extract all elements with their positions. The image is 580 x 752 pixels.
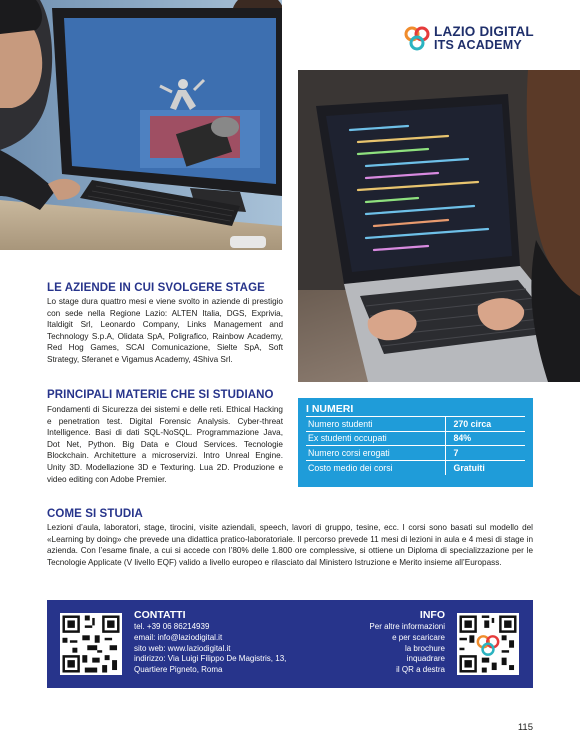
materie-body: Fondamenti di Sicurezza dei sistemi e delle reti. Ethical Hacking e penetration test. Digital Forensic Analysis. Cyber-threat Intelligence. Basi di dati SQL-NoSQL. Programmazione Java, Dot Net, Python. Big Data e Cloud Services. Tecnologie Blockchain. Architetture a microservizi. Intro Unreal Engine. Unity 3D. Modellazione 3D e Texturing. Lua 2D. Produzione e video editing con Adobe Premier.: [47, 405, 283, 484]
logo-line2: ITS ACADEMY: [434, 38, 522, 52]
contact-footer: [47, 600, 533, 688]
row-label: Numero corsi erogati: [306, 446, 445, 461]
numeri-table: [306, 416, 525, 475]
lazio-digital-logo-icon: [404, 25, 430, 51]
studia-body: Lezioni d’aula, laboratori, stage, tirocini, visite aziendali, speech, lavori di gruppo, tesine, ecc. I corsi sono basati sul modello del «Learning by doing» che prevede una didattica pratico-laboratoriale. Il percorso prevede 11 mesi di lezioni in aula e 4 mesi di stage in azienda. Con l’esame finale, a cui si accede con l’80% delle 1.800 ore complessive, si ottiene un Diploma di specializzazione per le Tecnologie Applicate (V livello EQF) valido a livello europeo e rilasciato dal Ministero Istruzione e Merito insieme all’Europass.: [47, 523, 533, 567]
table-row: [306, 417, 525, 432]
contatti-block: [134, 609, 286, 676]
info-line: la brochure: [404, 643, 445, 653]
page-number: 115: [517, 722, 533, 733]
stage-heading: LE AZIENDE IN CUI SVOLGERE STAGE: [47, 282, 265, 294]
student-workstation-illustration: [0, 0, 282, 250]
student-workstation-photo: [0, 0, 282, 250]
info-title: INFO: [419, 609, 445, 621]
info-line: il QR a destra: [396, 665, 445, 675]
contatti-phone[interactable]: tel. +39 06 86214939: [134, 622, 210, 631]
lazio-digital-logo: [404, 24, 536, 52]
contatti-address: indirizzo: Via Luigi Filippo De Magistris, 13,: [134, 654, 287, 664]
contatti-address-district: Quartiere Pigneto, Roma: [134, 665, 223, 675]
info-line: Per altre informazioni: [369, 622, 445, 631]
numeri-title: I NUMERI: [306, 403, 354, 415]
contatti-qr-code-icon[interactable]: [60, 613, 122, 675]
logo-line1: LAZIO DIGITAL: [434, 24, 534, 39]
brochure-qr-code-icon[interactable]: [457, 613, 519, 675]
table-row: [306, 446, 525, 461]
numeri-box: [298, 398, 533, 487]
info-line: inquadrare: [406, 654, 445, 664]
table-row: [306, 460, 525, 475]
info-line: e per scaricare: [392, 632, 445, 642]
contatti-email[interactable]: email: info@laziodigital.it: [134, 632, 223, 642]
contatti-website[interactable]: sito web: www.laziodigital.it: [134, 643, 231, 653]
studia-heading: COME SI STUDIA: [47, 508, 143, 520]
row-value: 7: [445, 446, 525, 461]
row-label: Numero studenti: [306, 417, 445, 432]
materie-heading: PRINCIPALI MATERIE CHE SI STUDIANO: [47, 389, 274, 401]
table-row: [306, 431, 525, 446]
row-label: Costo medio dei corsi: [306, 460, 445, 475]
info-block: [369, 609, 445, 676]
row-value: 84%: [445, 431, 525, 446]
laptop-code-illustration: [298, 70, 580, 382]
stage-body: Lo stage dura quattro mesi e viene svolto in aziende di prestigio con sede nella Regione Lazio: ALTEN Italia, DGS, Exprivia, Italdigit Srl, Leonardo Company, Links Management and Technology S.p.A, Olidata SpA, Poligrafico, Rainbow Academy, Red Hog Games, SCAI Comunicazione, Sielte SpA, Soft Strategy, Sferanet e Vigamus Academy, 4Shiva Srl.: [47, 297, 283, 364]
row-label: Ex studenti occupati: [306, 431, 445, 446]
row-value: Gratuiti: [445, 460, 525, 475]
contatti-title: CONTATTI: [134, 609, 186, 621]
laptop-code-photo: [298, 70, 580, 382]
row-value: 270 circa: [445, 417, 525, 432]
